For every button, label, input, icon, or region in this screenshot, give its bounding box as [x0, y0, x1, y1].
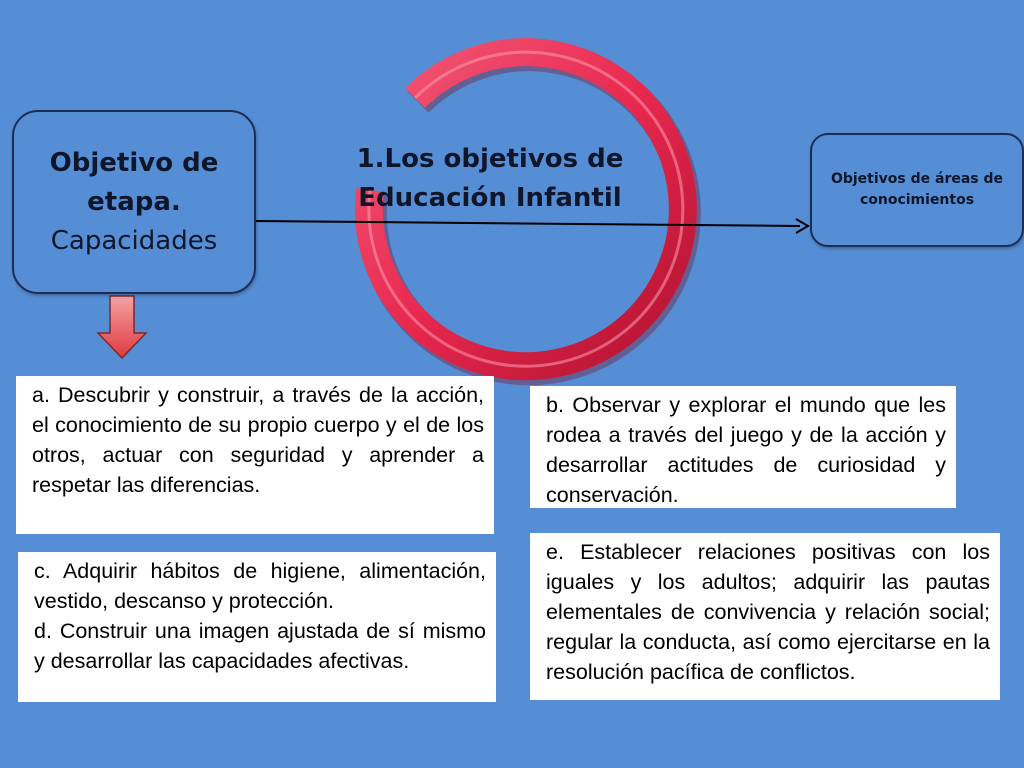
objective-e-text: e. Establecer relaciones positivas con los iguales y los adultos; adquirir las pautas elementales de convivencia y relación social; regular la conducta, así como ejercitarse en la resolución pacífica de conflictos.: [546, 540, 990, 684]
etapa-capacidades-label: Capacidades: [50, 225, 218, 256]
etapa-title-line2: etapa.: [87, 186, 181, 217]
etapa-objective-box: [12, 110, 256, 294]
center-title-line1: 1.Los objetivos de: [356, 144, 624, 174]
objective-panel-b: [530, 386, 956, 508]
areas-objective-box: [810, 133, 1024, 247]
objective-panel-a: [16, 376, 494, 534]
objective-c-text: c. Adquirir hábitos de higiene, alimentación, vestido, descanso y protección.: [34, 559, 486, 613]
areas-title-line2: conocimientos: [859, 192, 975, 208]
etapa-title-line1: Objetivo de: [49, 147, 219, 178]
objective-b-text: b. Observar y explorar el mundo que les rodea a través del juego y de la acción y desarrollar actitudes de curiosidad y conservación.: [546, 393, 946, 507]
objective-panel-cd: [18, 552, 496, 702]
center-title-line2: Educación Infantil: [358, 183, 622, 213]
areas-title-line1: Objetivos de áreas de: [830, 171, 1004, 187]
objective-a-text: a. Descubrir y construir, a través de la acción, el conocimiento de su propio cuerpo y el de los otros, actuar con seguridad y aprender a respetar las diferencias.: [32, 383, 484, 497]
objective-d-text: d. Construir una imagen ajustada de sí mismo y desarrollar las capacidades afectivas.: [34, 619, 486, 673]
down-arrow-icon: [98, 296, 146, 358]
objective-panel-e: [530, 533, 1000, 700]
right-arrow-connector-icon: [256, 219, 808, 233]
center-title: [330, 140, 650, 218]
